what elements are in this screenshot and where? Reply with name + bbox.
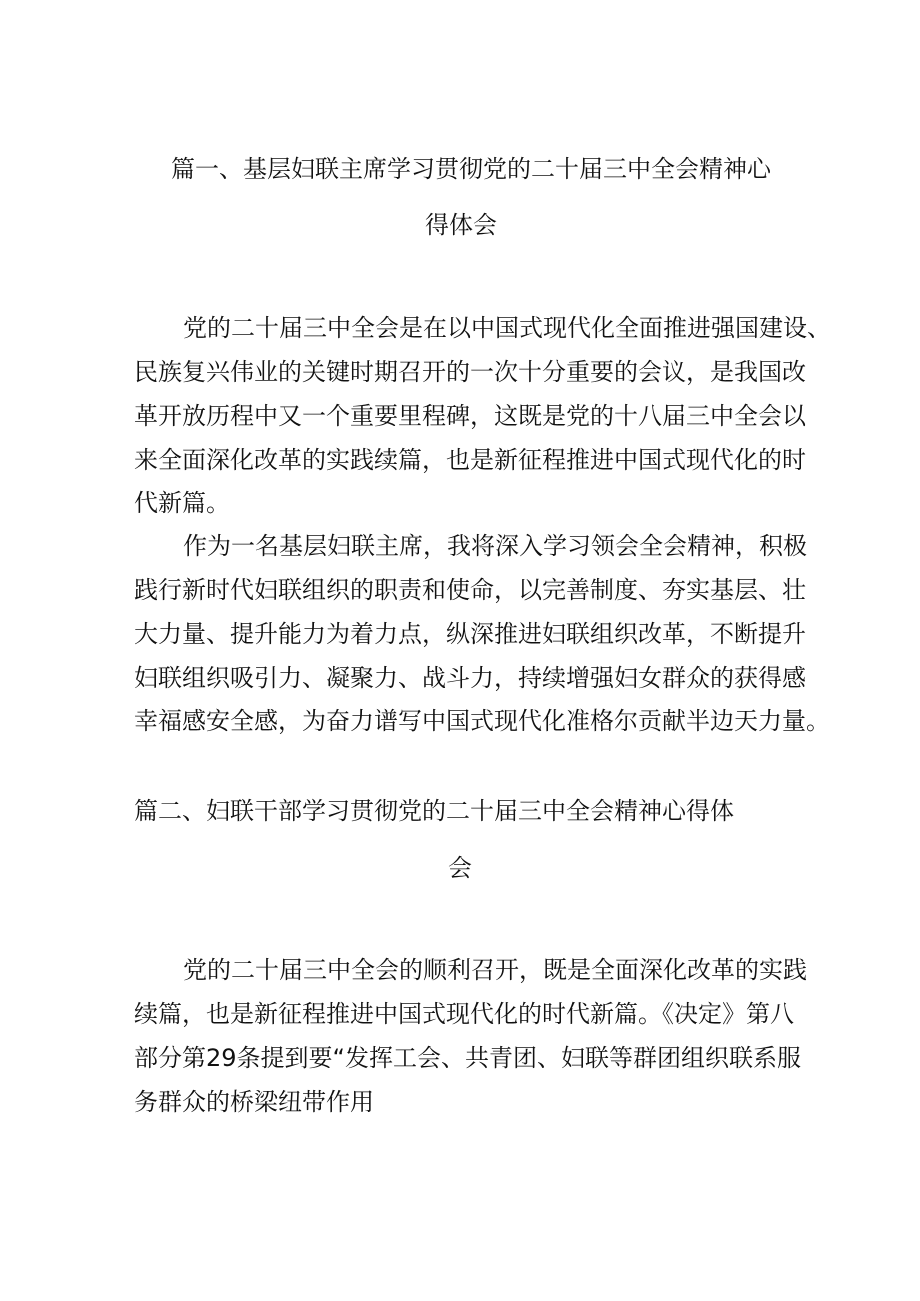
section1-para1-line-3: 革开放历程中又一个重要里程碑，这既是党的十八届三中全会以: [134, 402, 806, 430]
section2-title-line-1: 篇二、妇联干部学习贯彻党的二十届三中全会精神心得体: [134, 797, 734, 825]
section1-title-line-1: 篇一、基层妇联主席学习贯彻党的二十届三中全会精神心: [171, 155, 771, 183]
section1-para2-line-3: 大力量、提升能力为着力点，纵深推进妇联组织改革，不断提升: [134, 620, 806, 648]
section1-para1-line-5: 代新篇。: [134, 489, 230, 517]
section1-para2-line-5: 幸福感安全感，为奋力谱写中国式现代化准格尔贡献半边天力量。: [134, 707, 830, 735]
section1-para1-line-1: 党的二十届三中全会是在以中国式现代化全面推进强国建设、: [183, 314, 831, 342]
section1-title-line-2: 得体会: [425, 211, 497, 239]
section1-para2-line-1: 作为一名基层妇联主席，我将深入学习领会全会精神，积极: [183, 532, 807, 560]
section1-para2-line-4: 妇联组织吸引力、凝聚力、战斗力，持续增强妇女群众的获得感: [134, 664, 806, 692]
section1-para1-line-4: 来全面深化改革的实践续篇，也是新征程推进中国式现代化的时: [134, 446, 806, 474]
section2-title-line-2: 会: [448, 854, 472, 882]
section2-para1-line-3: 部分第29条提到要“发挥工会、共青团、妇联等群团组织联系服: [134, 1044, 801, 1072]
section2-para1-line-2: 续篇，也是新征程推进中国式现代化的时代新篇。《决定》第八: [134, 1000, 794, 1028]
section1-para1-line-2: 民族复兴伟业的关键时期召开的一次十分重要的会议，是我国改: [134, 358, 806, 386]
section1-para2-line-2: 践行新时代妇联组织的职责和使命，以完善制度、夯实基层、壮: [134, 576, 806, 604]
section2-para1-line-4: 务群众的桥梁纽带作用: [134, 1088, 374, 1116]
section2-para1-line-1: 党的二十届三中全会的顺利召开，既是全面深化改革的实践: [183, 956, 807, 984]
